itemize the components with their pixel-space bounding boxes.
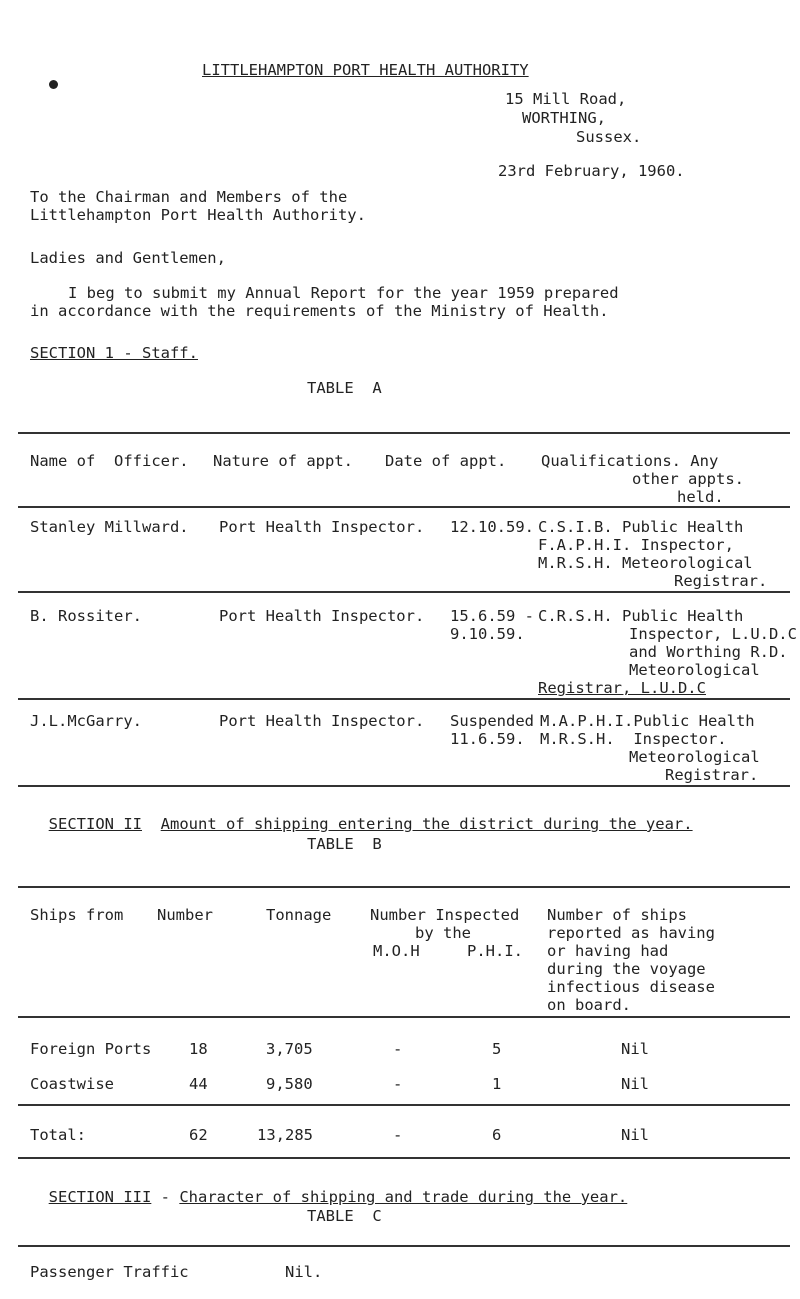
row3-date-2: 11.6.59. (450, 730, 525, 748)
row3-qual-2: M.R.S.H. Inspector. (540, 730, 727, 748)
row2-rule (18, 698, 790, 700)
row3-date-1: Suspended (450, 712, 534, 730)
table-a-label: TABLE A (307, 379, 382, 397)
table-b-bottom-rule (18, 1157, 790, 1159)
col-phi-header: P.H.I. (467, 942, 523, 960)
addressee-line-1: To the Chairman and Members of the (30, 188, 348, 206)
col-tonnage-header: Tonnage (266, 906, 332, 924)
addressee-line-2: Littlehampton Port Health Authority. (30, 206, 366, 224)
row2-qual-1: C.R.S.H. Public Health (538, 607, 744, 625)
col-inspected-by-header: by the (415, 924, 471, 942)
tb-total-moh: - (393, 1126, 403, 1144)
section-3-heading-prefix: SECTION III (48, 1188, 152, 1206)
body-line-2: in accordance with the requirements of the Ministry of Health. (30, 302, 609, 320)
row1-nature: Port Health Inspector. (219, 518, 425, 536)
row1-date: 12.10.59. (450, 518, 534, 536)
table-b-label: TABLE B (307, 835, 382, 853)
row1-rule (18, 591, 790, 593)
tb-row1-reported: Nil (621, 1040, 649, 1058)
row1-qual-4: Registrar. (674, 572, 768, 590)
address-line-2: WORTHING, (522, 109, 606, 127)
letter-date: 23rd February, 1960. (498, 162, 685, 180)
row2-nature: Port Health Inspector. (219, 607, 425, 625)
tb-row2-phi: 1 (492, 1075, 502, 1093)
col-name-header: Name of Officer. (30, 452, 189, 470)
tb-row2-tonnage: 9,580 (266, 1075, 313, 1093)
tb-row1-number: 18 (189, 1040, 208, 1058)
col-reported-header-6: on board. (547, 996, 631, 1014)
col-moh-header: M.O.H (373, 942, 420, 960)
authority-title: LITTLEHAMPTON PORT HEALTH AUTHORITY (202, 61, 529, 79)
row2-date-1: 15.6.59 - (450, 607, 534, 625)
row1-qual-3: M.R.S.H. Meteorological (538, 554, 753, 572)
tb-row1-phi: 5 (492, 1040, 502, 1058)
table-c-label: TABLE C (307, 1207, 382, 1225)
row2-qual-5: Registrar, L.U.D.C (538, 679, 706, 697)
address-line-1: 15 Mill Road, (505, 90, 627, 108)
table-b-top-rule (18, 886, 790, 888)
row2-qual-2: Inspector, L.U.D.C (629, 625, 797, 643)
tb-total-number: 62 (189, 1126, 208, 1144)
table-a-top-rule (18, 432, 790, 434)
table-a-bottom-rule (18, 785, 790, 787)
tb-total-reported: Nil (621, 1126, 649, 1144)
col-inspected-header: Number Inspected (370, 906, 520, 924)
col-date-header: Date of appt. (385, 452, 507, 470)
tb-total-phi: 6 (492, 1126, 502, 1144)
body-line-1: I beg to submit my Annual Report for the year 1959 prepared (68, 284, 619, 302)
tb-row1-tonnage: 3,705 (266, 1040, 313, 1058)
col-reported-header-5: infectious disease (547, 978, 715, 996)
tb-row2-reported: Nil (621, 1075, 649, 1093)
address-line-3: Sussex. (576, 128, 642, 146)
section-2-heading-prefix: SECTION II (48, 815, 142, 833)
ink-speck (49, 80, 58, 89)
passenger-traffic-value: Nil. (285, 1263, 323, 1281)
passenger-traffic-label: Passenger Traffic (30, 1263, 189, 1281)
col-reported-header-3: or having had (547, 942, 669, 960)
row2-qual-3: and Worthing R.D. (629, 643, 788, 661)
section-3-heading: SECTION III - Character of shipping and trade during the year. (48, 1188, 628, 1206)
salutation: Ladies and Gentlemen, (30, 249, 226, 267)
row2-qual-4: Meteorological (629, 661, 760, 679)
row3-qual-4: Registrar. (665, 766, 759, 784)
col-quals-header-1: Qualifications. Any (541, 452, 719, 470)
row1-name: Stanley Millward. (30, 518, 189, 536)
col-reported-header-2: reported as having (547, 924, 715, 942)
row1-qual-1: C.S.I.B. Public Health (538, 518, 744, 536)
section-1-heading: SECTION 1 - Staff. (30, 344, 198, 362)
table-b-header-rule (18, 1016, 790, 1018)
col-reported-header-4: during the voyage (547, 960, 706, 978)
tb-row1-moh: - (393, 1040, 403, 1058)
row3-qual-3: Meteorological (629, 748, 760, 766)
section-2-heading (30, 799, 693, 833)
col-reported-header-1: Number of ships (547, 906, 687, 924)
col-quals-header-3: held. (677, 488, 724, 506)
tb-row2-moh: - (393, 1075, 403, 1093)
section-3-heading-rest: Character of shipping and trade during the year. (179, 1188, 628, 1206)
row3-name: J.L.McGarry. (30, 712, 142, 730)
tb-total-label: Total: (30, 1126, 86, 1144)
col-ships-from-header: Ships from (30, 906, 124, 924)
tb-row2-from: Coastwise (30, 1075, 114, 1093)
table-b-total-rule (18, 1104, 790, 1106)
tb-total-tonnage: 13,285 (257, 1126, 313, 1144)
row3-qual-1: M.A.P.H.I.Public Health (540, 712, 755, 730)
tb-row1-from: Foreign Ports (30, 1040, 152, 1058)
row3-nature: Port Health Inspector. (219, 712, 425, 730)
col-number-header: Number (157, 906, 213, 924)
section-2-heading-rest: Amount of shipping entering the district during the year. (160, 815, 693, 833)
col-nature-header: Nature of appt. (213, 452, 353, 470)
tb-row2-number: 44 (189, 1075, 208, 1093)
row2-date-2: 9.10.59. (450, 625, 525, 643)
col-quals-header-2: other appts. (632, 470, 744, 488)
table-c-top-rule (18, 1245, 790, 1247)
row2-name: B. Rossiter. (30, 607, 142, 625)
row1-qual-2: F.A.P.H.I. Inspector, (538, 536, 734, 554)
table-a-header-rule (18, 506, 790, 508)
